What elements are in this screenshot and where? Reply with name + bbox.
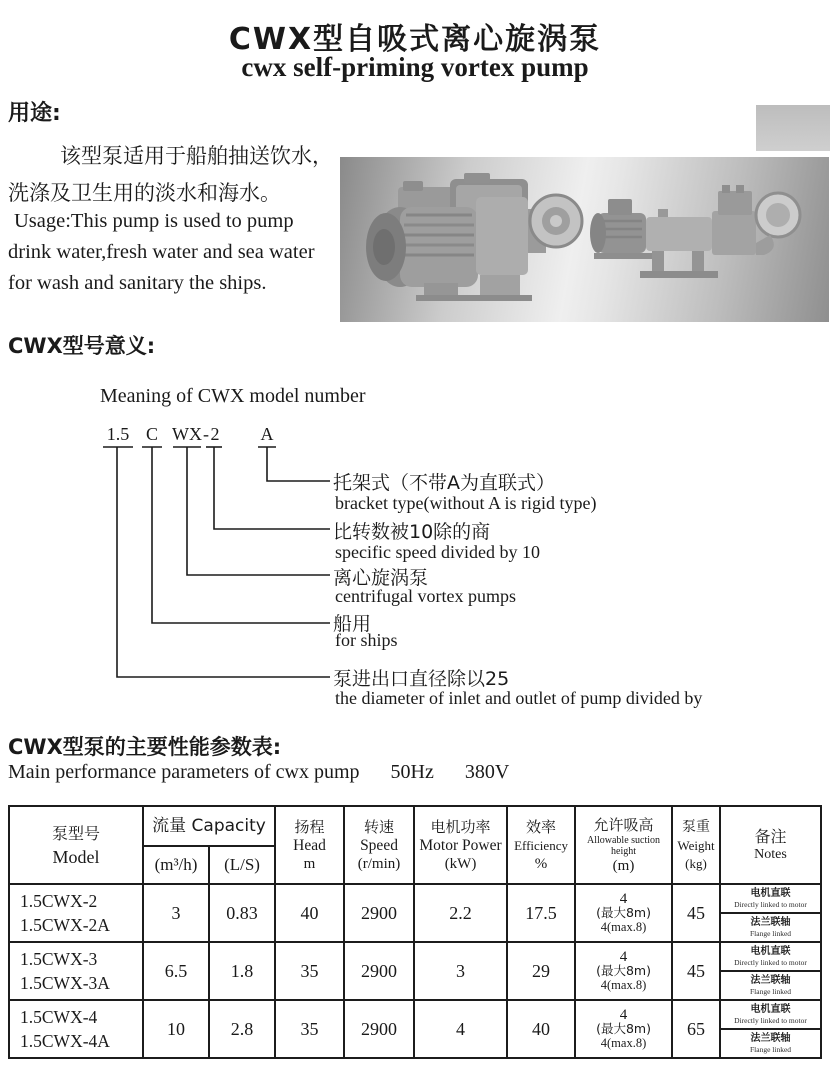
note-bottom-zh: 法兰联轴: [750, 975, 791, 986]
capacity-ls-cell: 0.83: [209, 884, 275, 942]
suction-cell: [575, 884, 672, 942]
model-part-4: 2: [210, 424, 220, 444]
model-part-dash: -: [203, 424, 209, 444]
note-top-en: Directly linked to motor: [734, 958, 807, 967]
model-cell: [9, 942, 143, 1000]
note-top-zh: 电机直联: [750, 888, 791, 899]
diagram-label-bracket-zh: 托架式（不带A为直联式）: [333, 472, 555, 494]
model-line2: 1.5CWX-4A: [20, 1031, 110, 1051]
diagram-label-vortex-zh: 离心旋涡泵: [333, 567, 429, 589]
diagram-label-speed-zh: 比转数被10除的商: [333, 521, 491, 543]
note-cell-top: [720, 1000, 821, 1029]
weight-header-unit: (kg): [685, 855, 707, 871]
page-title-zh: CWX型自吸式离心旋涡泵: [228, 22, 602, 57]
usage-heading: 用途:: [8, 101, 61, 126]
usage-zh-line1: 该型泵适用于船舶抽送饮水，: [60, 144, 333, 168]
capacity-m3h-cell: 6.5: [143, 942, 209, 1000]
suction-header-unit: (m): [612, 857, 635, 874]
head-header-zh: 扬程: [294, 817, 325, 836]
usage-en-line3: for wash and sanitary the ships.: [8, 272, 267, 294]
efficiency-header-en: Efficiency: [514, 837, 568, 853]
product-photo-strip: [340, 157, 829, 322]
suction-line2: (最大8m): [596, 1021, 651, 1036]
table-row: [9, 1000, 821, 1029]
col-header-capacity: [143, 806, 275, 846]
col-header-speed: [344, 806, 414, 884]
weight-header-en: Weight: [677, 837, 715, 853]
model-cell: [9, 1000, 143, 1058]
model-header-en: Model: [52, 847, 100, 867]
col-header-weight: [672, 806, 720, 884]
speed-cell: 2900: [344, 884, 414, 942]
table-row: [9, 942, 821, 971]
capacity-subheader-m3h: (m³/h): [143, 846, 209, 884]
diagram-label-diameter-zh: 泵进出口直径除以25: [333, 668, 510, 690]
head-cell: 35: [275, 942, 344, 1000]
capacity-m3h-cell: 3: [143, 884, 209, 942]
col-header-efficiency: [507, 806, 575, 884]
model-cell: [9, 884, 143, 942]
weight-cell: 45: [672, 942, 720, 1000]
pump-photo-left-and-right: [340, 157, 829, 322]
model-line2: 1.5CWX-2A: [20, 915, 110, 935]
suction-line1: 4: [619, 891, 628, 907]
col-header-power: [414, 806, 507, 884]
suction-line3: 4(max.8): [600, 1036, 647, 1050]
diagram-label-ships-en: for ships: [335, 630, 398, 650]
power-cell: 4: [414, 1000, 507, 1058]
efficiency-cell: 40: [507, 1000, 575, 1058]
corner-gray-box: [756, 105, 830, 151]
weight-cell: 45: [672, 884, 720, 942]
parameters-heading-zh: CWX型泵的主要性能参数表:: [8, 735, 282, 759]
speed-header-en: Speed: [360, 836, 398, 854]
efficiency-cell: 17.5: [507, 884, 575, 942]
model-line2: 1.5CWX-3A: [20, 973, 110, 993]
pump-photo-left: [366, 173, 582, 301]
col-header-notes: [720, 806, 821, 884]
col-header-suction: [575, 806, 672, 884]
note-bottom-en: Flange linked: [749, 929, 792, 938]
model-part-2: C: [145, 424, 158, 444]
speed-cell: 2900: [344, 942, 414, 1000]
suction-line3: 4(max.8): [600, 978, 647, 992]
usage-en-line2: drink water,fresh water and sea water: [8, 241, 315, 263]
table-row: [9, 884, 821, 913]
efficiency-cell: 29: [507, 942, 575, 1000]
speed-cell: 2900: [344, 1000, 414, 1058]
note-cell-top: [720, 884, 821, 913]
model-line1: 1.5CWX-4: [20, 1007, 98, 1027]
note-bottom-zh: 法兰联轴: [750, 1033, 791, 1044]
model-part-1: 1.5: [106, 424, 130, 444]
speed-header-zh: 转速: [364, 817, 395, 836]
diagram-label-vortex-en: centrifugal vortex pumps: [335, 586, 516, 606]
power-header-en: Motor Power: [419, 836, 502, 854]
capacity-header: 流量 Capacity: [152, 815, 266, 836]
suction-line3: 4(max.8): [600, 920, 647, 934]
diagram-label-speed-en: specific speed divided by 10: [335, 542, 540, 562]
model-meaning-heading-zh: CWX型号意义:: [8, 334, 156, 358]
suction-line2: (最大8m): [596, 963, 651, 978]
usage-en-line1: Usage:This pump is used to pump: [14, 210, 294, 232]
col-header-model: [9, 806, 143, 884]
weight-cell: 65: [672, 1000, 720, 1058]
suction-header-zh: 允许吸高: [593, 815, 654, 834]
note-cell-bottom: [720, 971, 821, 1000]
note-bottom-en: Flange linked: [749, 987, 792, 996]
note-top-zh: 电机直联: [750, 1004, 791, 1015]
power-header-unit: (kW): [444, 855, 477, 872]
notes-header-en: Notes: [754, 846, 787, 862]
power-header-zh: 电机功率: [430, 817, 491, 836]
power-cell: 2.2: [414, 884, 507, 942]
voltage-value: 380V: [464, 761, 510, 783]
parameters-heading-en-text: Main performance parameters of cwx pump: [8, 761, 360, 783]
model-meaning-heading-en: Meaning of CWX model number: [100, 385, 366, 407]
note-bottom-zh: 法兰联轴: [750, 917, 791, 928]
note-top-zh: 电机直联: [750, 946, 791, 957]
model-part-5: A: [260, 424, 274, 444]
note-top-en: Directly linked to motor: [734, 1016, 807, 1025]
parameters-heading-en: [8, 761, 535, 784]
capacity-m3h-cell: 10: [143, 1000, 209, 1058]
suction-cell: [575, 1000, 672, 1058]
head-header-unit: m: [303, 855, 316, 872]
head-cell: 40: [275, 884, 344, 942]
diagram-label-bracket-en: bracket type(without A is rigid type): [335, 493, 597, 513]
notes-header-zh: 备注: [754, 826, 787, 846]
speed-header-unit: (r/min): [357, 855, 401, 872]
note-cell-bottom: [720, 1029, 821, 1058]
suction-header-en: Allowable suction height: [586, 834, 661, 857]
head-header-en: Head: [293, 836, 326, 854]
usage-text-en: [8, 206, 338, 299]
usage-text-zh: [8, 138, 336, 212]
head-cell: 35: [275, 1000, 344, 1058]
suction-cell: [575, 942, 672, 1000]
diagram-label-ships-zh: 船用: [333, 613, 372, 635]
performance-table: [8, 805, 822, 1059]
model-line1: 1.5CWX-2: [20, 891, 98, 911]
efficiency-header-unit: %: [534, 855, 548, 872]
usage-zh-line2: 洗涤及卫生用的淡水和海水。: [8, 181, 281, 205]
suction-line2: (最大8m): [596, 905, 651, 920]
power-cell: 3: [414, 942, 507, 1000]
weight-header-zh: 泵重: [682, 818, 711, 835]
suction-line1: 4: [619, 1007, 628, 1023]
model-part-3: WX: [172, 424, 202, 444]
diagram-label-diameter-en: the diameter of inlet and outlet of pump divided by: [335, 688, 703, 708]
model-header-zh: 泵型号: [51, 824, 100, 843]
capacity-ls-cell: 1.8: [209, 942, 275, 1000]
note-bottom-en: Flange linked: [749, 1045, 792, 1054]
capacity-ls-cell: 2.8: [209, 1000, 275, 1058]
frequency-value: 50Hz: [390, 761, 434, 783]
page-title-en: cwx self-priming vortex pump: [241, 52, 589, 82]
suction-line1: 4: [619, 949, 628, 965]
pump-photo-right: [590, 185, 800, 278]
efficiency-header-zh: 效率: [526, 817, 557, 836]
note-cell-bottom: [720, 913, 821, 942]
col-header-head: [275, 806, 344, 884]
capacity-subheader-ls: (L/S): [209, 846, 275, 884]
note-cell-top: [720, 942, 821, 971]
model-line1: 1.5CWX-3: [20, 949, 98, 969]
note-top-en: Directly linked to motor: [734, 900, 807, 909]
